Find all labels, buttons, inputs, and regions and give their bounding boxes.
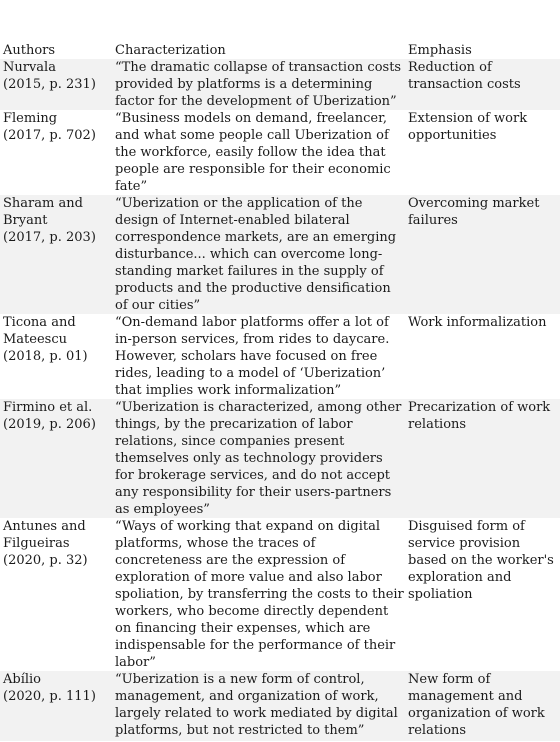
- table-row: [0, 110, 560, 195]
- row-author: Ticona and Mateescu (2018, p. 01): [3, 315, 88, 364]
- table-row: [0, 314, 560, 399]
- row-characterization: “Uberization is a new form of control, management, and organization of work, largely related to work mediated by digital platforms, but not restricted to them”: [115, 672, 398, 738]
- row-author: Firmino et al. (2019, p. 206): [3, 400, 96, 432]
- header-authors: Authors: [3, 43, 56, 58]
- table-row: [0, 518, 560, 671]
- row-characterization: “The dramatic collapse of transaction costs provided by platforms is a determining factor for the development of Uberization”: [115, 60, 402, 109]
- row-emphasis: Precarization of work relations: [408, 400, 551, 432]
- table-row: [0, 195, 560, 314]
- row-emphasis: Extension of work opportunities: [408, 111, 528, 143]
- row-author: Fleming (2017, p. 702): [3, 111, 96, 143]
- row-characterization: “On-demand labor platforms offer a lot of in-person services, from rides to daycare. However, scholars have focused on free rides, leading to a model of ‘Uberization’ that implies work informalization”: [115, 315, 390, 398]
- header-emphasis: Emphasis: [408, 43, 472, 58]
- row-emphasis: New form of management and organization of work relations: [408, 672, 545, 738]
- row-emphasis: Work informalization: [408, 315, 547, 330]
- header-characterization: Characterization: [115, 43, 226, 58]
- table-row: [0, 399, 560, 518]
- row-author: Abílio (2020, p. 111): [3, 672, 96, 704]
- row-characterization: “Uberization is characterized, among other things, by the precarization of labor relations, since companies present themselves only as technology providers for brokerage services, and do not accept any responsibility for their users-partners as employees”: [115, 400, 402, 517]
- row-author: Sharam and Bryant (2017, p. 203): [3, 196, 96, 245]
- row-author: Nurvala (2015, p. 231): [3, 60, 96, 92]
- row-author: Antunes and Filgueiras (2020, p. 32): [3, 519, 88, 568]
- table-header-row: [0, 42, 560, 59]
- row-characterization: “Ways of working that expand on digital platforms, whose the traces of concreteness are the expression of exploration of more value and also labor spoliation, by transferring the costs to their workers, who become directly dependent on financing their expenses, which are indispensable for the performance of their labor”: [115, 519, 404, 670]
- row-emphasis: Reduction of transaction costs: [408, 60, 521, 92]
- row-emphasis: Disguised form of service provision based on the worker's exploration and spoliation: [408, 519, 554, 602]
- row-characterization: “Uberization or the application of the design of Internet-enabled bilateral correspondence markets, are an emerging disturbance... which can overcome long-standing market failures in the supply of products and the productive densification of our cities”: [115, 196, 397, 313]
- table-row: [0, 671, 560, 741]
- row-characterization: “Business models on demand, freelancer, and what some people call Uberization of the workforce, easily follow the idea that people are responsible for their economic fate”: [115, 111, 391, 194]
- table-row: [0, 59, 560, 110]
- row-emphasis: Overcoming market failures: [408, 196, 540, 228]
